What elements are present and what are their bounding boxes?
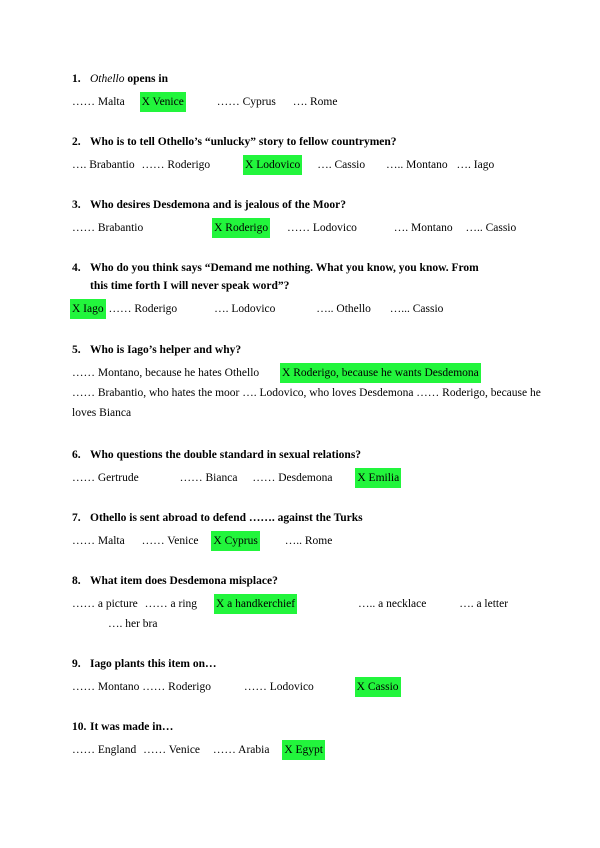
question-number: 6. <box>72 449 81 461</box>
question-title <box>72 572 552 590</box>
options <box>72 155 552 175</box>
question-title <box>72 446 552 464</box>
option[interactable]: …… Roderigo <box>142 681 211 693</box>
question-10 <box>72 718 552 760</box>
option[interactable]: …. a letter <box>459 598 509 610</box>
option[interactable]: …… a ring <box>144 598 198 610</box>
option[interactable]: ….. Cassio <box>465 222 517 234</box>
option[interactable]: …. Iago <box>456 159 495 171</box>
option[interactable]: …… Brabantio <box>72 222 144 234</box>
option-selected[interactable]: X Roderigo <box>212 218 270 238</box>
option[interactable]: ….. Othello <box>316 303 371 315</box>
option[interactable]: …… a picture <box>72 598 138 610</box>
option[interactable]: …… Malta <box>72 535 125 547</box>
option[interactable]: …… Montano <box>72 681 140 693</box>
question-title <box>72 341 552 359</box>
option[interactable]: …… Malta <box>72 96 125 108</box>
option[interactable]: ….. a necklace <box>358 598 427 610</box>
question-number: 4. <box>72 262 81 274</box>
option[interactable]: …… Lodovico <box>243 681 314 693</box>
option-selected[interactable]: X Venice <box>140 92 186 112</box>
question-number: 7. <box>72 512 81 524</box>
options <box>72 468 552 488</box>
question-number: 9. <box>72 658 81 670</box>
option[interactable]: …… Roderigo <box>108 303 178 315</box>
title-text: opens in <box>124 73 168 85</box>
title-text: Iago plants this item on… <box>90 658 217 670</box>
option-selected[interactable]: X Lodovico <box>243 155 302 175</box>
option[interactable]: …… England <box>72 744 137 756</box>
option[interactable]: …… Montano, because he hates Othello <box>72 367 260 379</box>
question-title <box>72 509 552 527</box>
option-selected[interactable]: X Iago <box>70 299 106 319</box>
options <box>72 740 552 760</box>
option-selected[interactable]: X a handkerchief <box>214 594 297 614</box>
option[interactable]: …… Desdemona <box>252 472 333 484</box>
option[interactable]: …… Arabia <box>212 744 270 756</box>
question-number: 3. <box>72 199 81 211</box>
option[interactable]: ….. Rome <box>284 535 333 547</box>
option[interactable]: …. Montano <box>393 222 453 234</box>
question-title <box>72 70 552 88</box>
option[interactable]: …… Venice <box>141 535 199 547</box>
question-4 <box>72 259 552 319</box>
option-selected[interactable]: X Cyprus <box>211 531 259 551</box>
option-selected[interactable]: X Egypt <box>282 740 325 760</box>
question-5 <box>72 341 552 423</box>
question-2 <box>72 133 552 175</box>
options <box>72 677 552 697</box>
title-text: Who desires Desdemona and is jealous of the Moor? <box>90 199 346 211</box>
option[interactable]: …… Venice <box>143 744 201 756</box>
question-title <box>72 196 552 214</box>
option[interactable]: …... Cassio <box>389 303 444 315</box>
title-text: It was made in… <box>90 721 174 733</box>
question-9 <box>72 655 552 697</box>
title-text: Who do you think says “Demand me nothing. What you know, you know. From <box>90 262 479 274</box>
question-1 <box>72 70 552 112</box>
option[interactable]: …… Lodovico <box>286 222 357 234</box>
option[interactable]: …. Brabantio <box>72 159 135 171</box>
option[interactable]: …. Rome <box>292 96 338 108</box>
options <box>72 299 552 319</box>
options <box>72 594 552 634</box>
option[interactable]: …. her bra <box>108 618 158 630</box>
option[interactable]: …… Bianca <box>179 472 238 484</box>
option[interactable]: …. Lodovico <box>214 303 276 315</box>
title-text-continued: this time forth I will never speak word”? <box>90 280 290 292</box>
question-number: 2. <box>72 136 81 148</box>
question-3 <box>72 196 552 238</box>
title-text: Who questions the double standard in sexual relations? <box>90 449 362 461</box>
question-title <box>72 133 552 151</box>
option[interactable]: …. Cassio <box>317 159 366 171</box>
option-selected[interactable]: X Roderigo, because he wants Desdemona <box>280 363 481 383</box>
option-selected[interactable]: X Emilia <box>355 468 401 488</box>
option-selected[interactable]: X Cassio <box>355 677 401 697</box>
options <box>72 218 552 238</box>
option[interactable]: …… Cyprus <box>216 96 276 108</box>
option[interactable]: …… Roderigo <box>141 159 211 171</box>
option[interactable]: …… Gertrude <box>72 472 139 484</box>
title-text: What item does Desdemona misplace? <box>90 575 278 587</box>
title-text: Othello is sent abroad to defend ……. against the Turks <box>90 512 363 524</box>
title-italic: Othello <box>90 73 125 85</box>
question-7 <box>72 509 552 551</box>
options <box>72 363 552 423</box>
question-title <box>72 259 552 295</box>
question-6 <box>72 446 552 488</box>
question-title <box>72 718 552 736</box>
option[interactable]: ….. Montano <box>385 159 448 171</box>
question-title <box>72 655 552 673</box>
question-8 <box>72 572 552 634</box>
question-number: 1. <box>72 73 81 85</box>
question-number: 8. <box>72 575 81 587</box>
title-text: Who is Iago’s helper and why? <box>90 344 242 356</box>
option-line-2[interactable]: …… Brabantio, who hates the moor …. Lodovico, who loves Desdemona …… Roderigo, because he loves Bianca <box>72 387 541 419</box>
options <box>72 531 552 551</box>
options <box>72 92 552 112</box>
question-number: 5. <box>72 344 81 356</box>
title-text: Who is to tell Othello’s “unlucky” story to fellow countrymen? <box>90 136 397 148</box>
question-number: 10. <box>72 721 87 733</box>
